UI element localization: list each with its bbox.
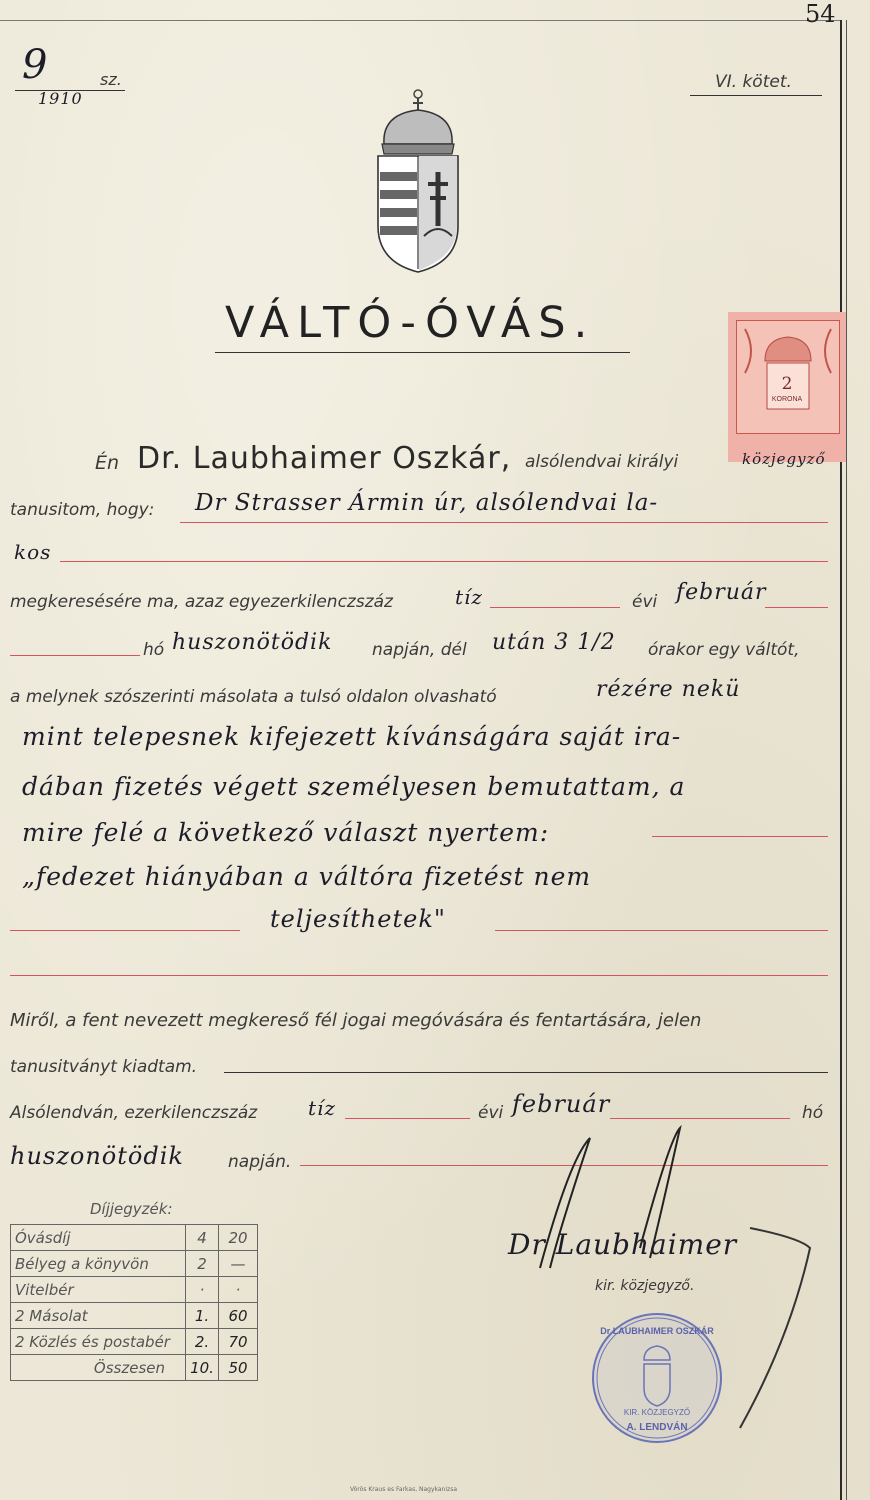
page-number: 54 <box>805 0 836 28</box>
rule <box>495 930 828 931</box>
year-hand: tíz <box>455 585 483 609</box>
fee-total-filler: 50 <box>219 1355 258 1381</box>
place-date-text: Alsólendván, ezerkilenczszáz <box>10 1103 258 1123</box>
fee-crown: 4 <box>186 1225 219 1251</box>
rule <box>224 1072 828 1073</box>
fee-label: 2 Közlés és postabér <box>11 1329 186 1355</box>
rule <box>490 607 620 608</box>
right-border <box>840 20 842 1500</box>
stamp-unit: KORONA <box>771 396 803 403</box>
fee-label: Bélyeg a könyvön <box>11 1251 186 1277</box>
register-year: 1910 <box>38 89 83 108</box>
fee-total-crown: 10. <box>186 1355 219 1381</box>
title-underline <box>215 352 630 353</box>
year-hand-2: tíz <box>308 1096 336 1120</box>
stamp-value: 2 <box>781 374 793 394</box>
request-label: megkeresésére ma, azaz egyezerkilenczszáz <box>10 592 393 612</box>
response-line-4: „fedezet hiányában a váltóra fizetést nem <box>22 862 592 891</box>
day-label: hó <box>143 640 165 660</box>
fee-label: Óvásdíj <box>11 1225 186 1251</box>
register-number: 9 <box>22 42 49 88</box>
rule <box>652 836 828 837</box>
draft-label: órakor egy váltót, <box>648 640 800 660</box>
year-label: évi <box>632 592 658 612</box>
day-hand-2: huszonötödik <box>10 1142 184 1170</box>
coat-of-arms-icon <box>372 86 464 276</box>
fee-total-label: Összesen <box>11 1355 186 1381</box>
printer-footer: Vörös Kraus es Farkas, Nagykanizsa <box>350 1486 458 1493</box>
issued-text: tanusitványt kiadtam. <box>10 1057 198 1077</box>
fee-filler: 20 <box>219 1225 258 1251</box>
rule <box>10 930 240 931</box>
en-word: Én <box>95 452 120 474</box>
requester-hand: Dr Strasser Ármin úr, alsólendvai la- <box>195 490 659 516</box>
table-row <box>11 1251 258 1277</box>
table-row <box>11 1225 258 1251</box>
fee-filler: 70 <box>219 1329 258 1355</box>
signature-title: kir. közjegyző. <box>595 1278 695 1294</box>
notary-seal <box>588 1308 726 1448</box>
fee-crown: · <box>186 1277 219 1303</box>
fee-crown: 2. <box>186 1329 219 1355</box>
response-line-1: mint telepesnek kifejezett kívánságára saját ira- <box>22 722 682 751</box>
table-row-total <box>11 1355 258 1381</box>
response-line-2: dában fizetés végett személyesen bemutattam, a <box>22 772 686 801</box>
signature: Dr Laubhaimer <box>508 1228 738 1261</box>
seal-text-mid: KIR. KÖZJEGYZŐ <box>623 1408 691 1417</box>
fee-filler: · <box>219 1277 258 1303</box>
notary-name: Dr. Laubhaimer Oszkár, <box>137 441 512 476</box>
rule <box>60 561 828 562</box>
response-line-5: teljesíthetek" <box>270 905 446 933</box>
readable-hand: rézére nekü <box>596 677 741 702</box>
noon-label: napján, dél <box>372 640 467 660</box>
fee-filler: — <box>219 1251 258 1277</box>
notary-place: alsólendvai királyi <box>525 452 679 472</box>
fee-crown: 1. <box>186 1303 219 1329</box>
fee-filler: 60 <box>219 1303 258 1329</box>
day-suffix: napján. <box>228 1152 292 1172</box>
response-line-3: mire felé a következő választ nyertem: <box>22 818 550 847</box>
certify-label: tanusitom, hogy: <box>10 500 155 520</box>
revenue-stamp <box>728 312 846 462</box>
right-border-inner <box>846 20 847 1500</box>
day-label-2: hó <box>802 1103 824 1123</box>
table-row <box>11 1329 258 1355</box>
fee-label: Vitelbér <box>11 1277 186 1303</box>
requester-hand-2: kos <box>14 540 52 564</box>
seal-text-top: Dr LAUBHAIMER OSZKÁR <box>600 1326 714 1336</box>
copy-label: a melynek szószerinti másolata a tulsó oldalon olvasható <box>10 687 497 707</box>
seal-text-bottom: A. LENDVÁN <box>626 1422 688 1433</box>
fees-table <box>10 1224 258 1381</box>
volume-underline <box>690 95 822 96</box>
rule <box>345 1118 470 1119</box>
year-label-2: évi <box>478 1103 504 1123</box>
table-row <box>11 1303 258 1329</box>
top-rule <box>0 20 842 21</box>
fee-label: 2 Másolat <box>11 1303 186 1329</box>
page-title: VÁLTÓ-ÓVÁS. <box>225 298 596 348</box>
month-hand: február <box>676 580 767 605</box>
number-label: sz. <box>100 70 122 89</box>
fees-heading: Díjjegyzék: <box>90 1200 173 1218</box>
rule <box>10 655 140 656</box>
time-hand: után 3 1/2 <box>492 630 616 655</box>
rule <box>765 607 828 608</box>
rule <box>10 975 828 976</box>
notary-title-hand: közjegyző <box>742 450 826 468</box>
table-row <box>11 1277 258 1303</box>
volume-label: VI. kötet. <box>715 72 792 92</box>
month-hand-2: február <box>512 1090 611 1118</box>
day-hand: huszonötödik <box>172 630 333 655</box>
rule <box>180 522 828 523</box>
fee-crown: 2 <box>186 1251 219 1277</box>
closing-text: Miről, a fent nevezett megkereső fél jogai megóvására és fentartására, jelen <box>10 1010 702 1031</box>
